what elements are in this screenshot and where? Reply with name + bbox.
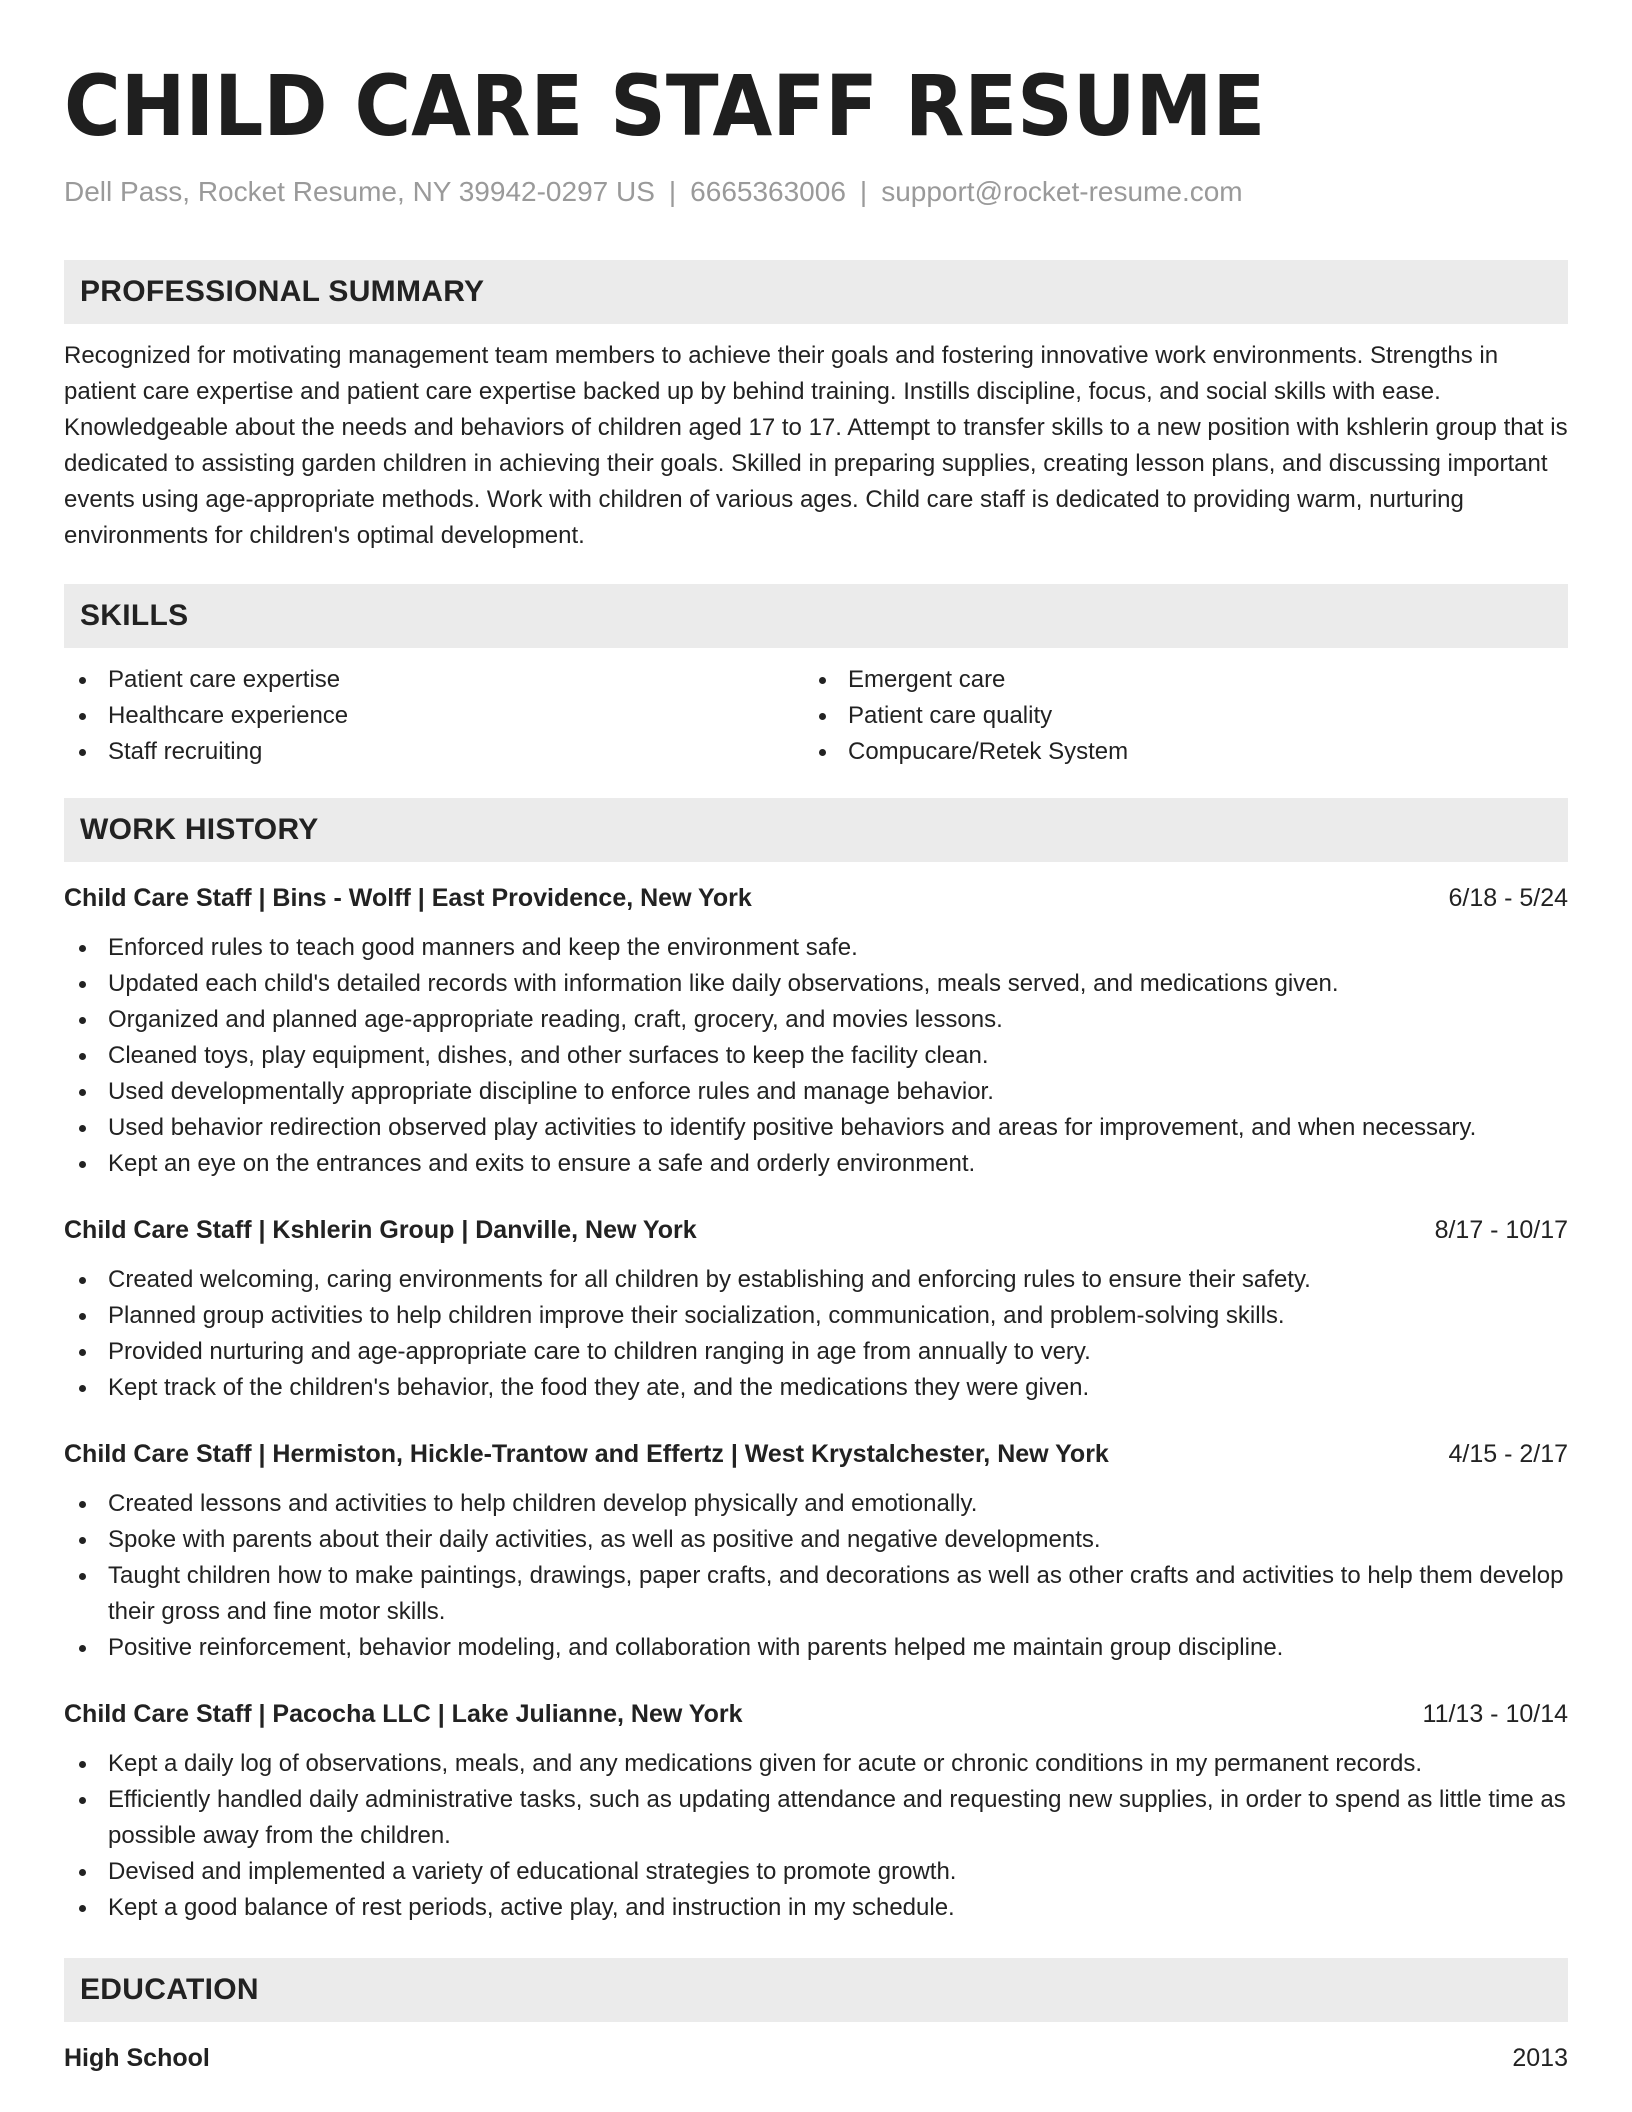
skills-list-right (804, 662, 1544, 770)
job-entry (64, 1436, 1568, 1666)
job-bullet: Planned group activities to help children improve their socialization, communication, and problem-solving skills. (64, 1298, 1568, 1334)
job-bullet: Enforced rules to teach good manners and keep the environment safe. (64, 930, 1568, 966)
education-degree: High School (64, 2044, 210, 2072)
summary-text: Recognized for motivating management team members to achieve their goals and fostering innovative work environments. Strengths in patient care expertise and patient care expertise backed up by behind training. Instills discipline, focus, and social skills with ease. Knowledgeable about the needs and behaviors of children aged 17 to 17. Attempt to transfer skills to a new position with kshlerin group that is dedicated to assisting garden children in achieving their goals. Skilled in preparing supplies, creating lesson plans, and discussing important events using age-appropriate methods. Work with children of various ages. Child care staff is dedicated to providing warm, nurturing environments for children's optimal development. (64, 342, 1568, 549)
job-bullets (64, 1262, 1568, 1406)
job-dates: 6/18 - 5/24 (1448, 884, 1568, 912)
job-entry (64, 1696, 1568, 1926)
job-bullets (64, 1486, 1568, 1666)
job-title: Child Care Staff | Hermiston, Hickle-Trantow and Effertz | West Krystalchester, New York (64, 1440, 1109, 1468)
job-bullet: Updated each child's detailed records with information like daily observations, meals served, and medications given. (64, 966, 1568, 1002)
job-bullets (64, 1746, 1568, 1926)
contact-email: support@rocket-resume.com (881, 176, 1243, 207)
job-bullet: Provided nurturing and age-appropriate care to children ranging in age from annually to very. (64, 1334, 1568, 1370)
job-dates: 4/15 - 2/17 (1448, 1440, 1568, 1468)
skills-grid (64, 662, 1568, 770)
skill-item: Staff recruiting (64, 734, 804, 770)
job-bullet: Spoke with parents about their daily activities, as well as positive and negative developments. (64, 1522, 1568, 1558)
job-entry (64, 880, 1568, 1182)
resume-title: CHILD CARE STAFF RESUME (64, 57, 1266, 155)
skills-column-left (64, 662, 804, 770)
job-bullet: Devised and implemented a variety of educational strategies to promote growth. (64, 1854, 1568, 1890)
skills-list-left (64, 662, 804, 770)
skill-item: Healthcare experience (64, 698, 804, 734)
job-entry (64, 1212, 1568, 1406)
job-bullet: Organized and planned age-appropriate reading, craft, grocery, and movies lessons. (64, 1002, 1568, 1038)
skill-item: Compucare/Retek System (804, 734, 1544, 770)
job-dates: 8/17 - 10/17 (1434, 1216, 1568, 1244)
skill-item: Patient care expertise (64, 662, 804, 698)
skill-item: Emergent care (804, 662, 1544, 698)
job-header (64, 880, 1568, 916)
job-dates: 11/13 - 10/14 (1422, 1700, 1568, 1728)
work-history-heading: WORK HISTORY (64, 798, 1568, 862)
contact-separator: | (859, 176, 868, 207)
job-bullet: Created welcoming, caring environments for all children by establishing and enforcing rules to ensure their safety. (64, 1262, 1568, 1298)
education-heading: EDUCATION (64, 1958, 1568, 2022)
summary-heading: PROFESSIONAL SUMMARY (64, 260, 1568, 324)
job-bullet: Kept a daily log of observations, meals, and any medications given for acute or chronic conditions in my permanent records. (64, 1746, 1568, 1782)
contact-line (64, 174, 1568, 210)
education-entry (64, 2040, 1568, 2076)
job-bullet: Kept track of the children's behavior, the food they ate, and the medications they were given. (64, 1370, 1568, 1406)
job-bullet: Kept a good balance of rest periods, active play, and instruction in my schedule. (64, 1890, 1568, 1926)
skills-heading: SKILLS (64, 584, 1568, 648)
skill-item: Patient care quality (804, 698, 1544, 734)
education-year: 2013 (1512, 2044, 1568, 2072)
job-bullet: Used behavior redirection observed play activities to identify positive behaviors and areas for improvement, and when necessary. (64, 1110, 1568, 1146)
job-bullets (64, 930, 1568, 1182)
job-header (64, 1436, 1568, 1472)
job-title: Child Care Staff | Pacocha LLC | Lake Julianne, New York (64, 1700, 743, 1728)
contact-separator: | (668, 176, 677, 207)
job-title: Child Care Staff | Kshlerin Group | Danville, New York (64, 1216, 697, 1244)
job-title: Child Care Staff | Bins - Wolff | East Providence, New York (64, 884, 752, 912)
job-header (64, 1212, 1568, 1248)
job-bullet: Cleaned toys, play equipment, dishes, and other surfaces to keep the facility clean. (64, 1038, 1568, 1074)
job-bullet: Kept an eye on the entrances and exits to ensure a safe and orderly environment. (64, 1146, 1568, 1182)
job-bullet: Taught children how to make paintings, drawings, paper crafts, and decorations as well as other crafts and activities to help them develop their gross and fine motor skills. (64, 1558, 1568, 1630)
skills-column-right (804, 662, 1544, 770)
contact-address: Dell Pass, Rocket Resume, NY 39942-0297 US (64, 176, 655, 207)
job-bullet: Used developmentally appropriate discipline to enforce rules and manage behavior. (64, 1074, 1568, 1110)
contact-phone: 6665363006 (690, 176, 846, 207)
job-bullet: Positive reinforcement, behavior modeling, and collaboration with parents helped me maintain group discipline. (64, 1630, 1568, 1666)
job-bullet: Created lessons and activities to help children develop physically and emotionally. (64, 1486, 1568, 1522)
job-bullet: Efficiently handled daily administrative tasks, such as updating attendance and requesting new supplies, in order to spend as little time as possible away from the children. (64, 1782, 1568, 1854)
job-header (64, 1696, 1568, 1732)
